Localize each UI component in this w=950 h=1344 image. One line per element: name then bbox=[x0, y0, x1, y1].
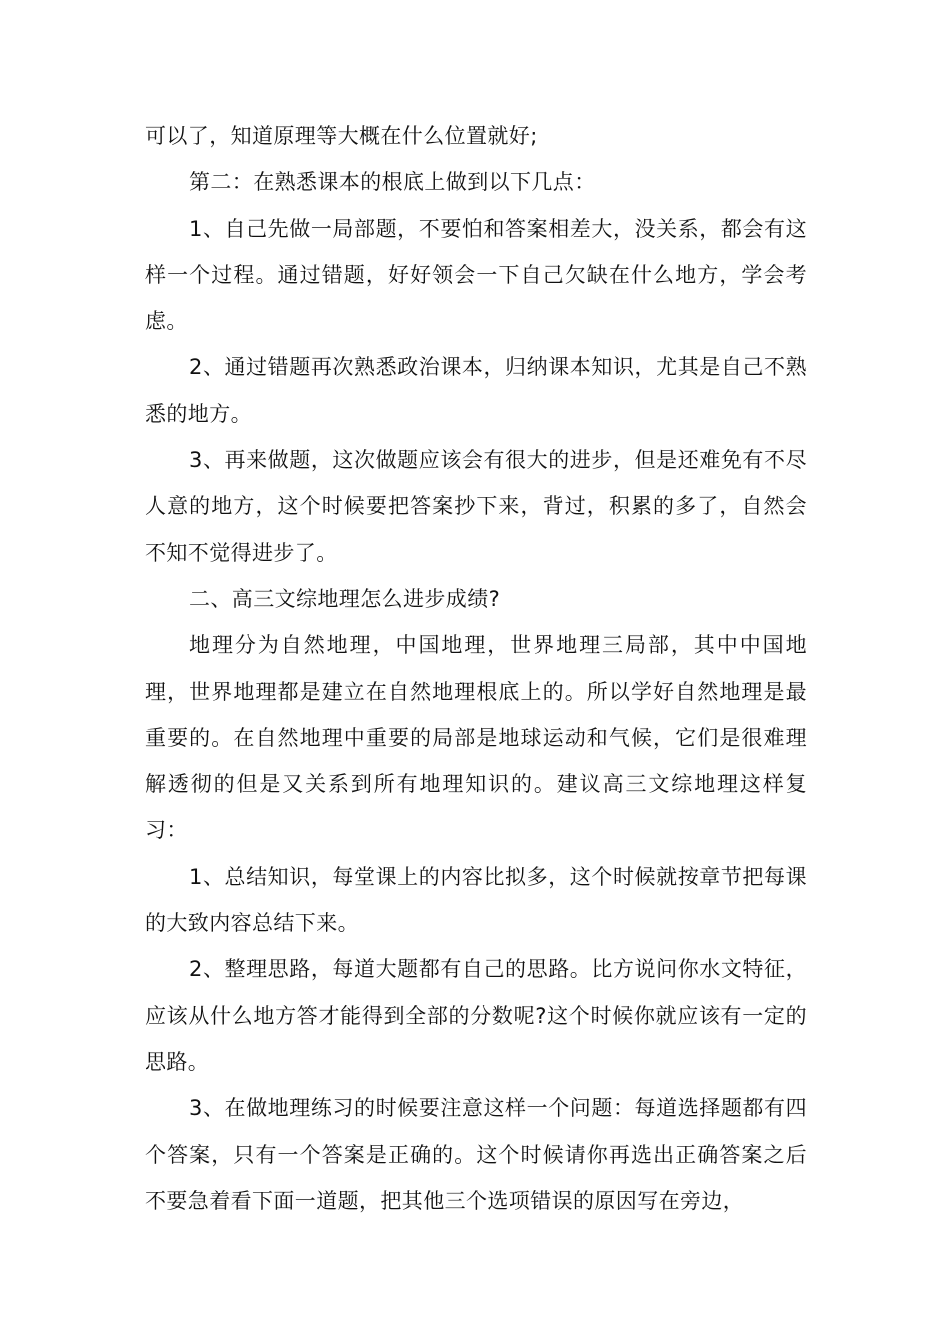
paragraph-4: 2、通过错题再次熟悉政治课本，归纳课本知识，尤其是自己不熟悉的地方。 bbox=[145, 355, 807, 426]
paragraph-8: 1、总结知识，每堂课上的内容比拟多，这个时候就按章节把每课的大致内容总结下来。 bbox=[145, 864, 807, 936]
paragraph-2: 第二：在熟悉课本的根底上做到以下几点： bbox=[189, 170, 596, 195]
section-heading: 二、高三文综地理怎么进步成绩? bbox=[189, 586, 501, 611]
paragraph-7: 地理分为自然地理，中国地理，世界地理三局部，其中中国地理，世界地理都是建立在自然地理根底上的。所以学好自然地理是最重要的。在自然地理中重要的局部是地球运动和气候，它们是很难理解透彻的但是又关系到所有地理知识的。建议高三文综地理这样复习： bbox=[145, 633, 807, 843]
paragraph-3: 1、自己先做一局部题，不要怕和答案相差大，没关系，都会有这样一个过程。通过错题，好好领会一下自己欠缺在什么地方，学会考虑。 bbox=[145, 216, 807, 334]
paragraph-1: 可以了，知道原理等大概在什么位置就好; bbox=[145, 124, 538, 148]
paragraph-5: 3、再来做题，这次做题应该会有很大的进步，但是还难免有不尽人意的地方，这个时候要把答案抄下来，背过，积累的多了，自然会不知不觉得进步了。 bbox=[145, 448, 807, 565]
paragraph-9: 2、整理思路，每道大题都有自己的思路。比方说问你水文特征，应该从什么地方答才能得到全部的分数呢?这个时候你就应该有一定的思路。 bbox=[145, 957, 807, 1074]
document-body bbox=[145, 113, 807, 1224]
paragraph-10: 3、在做地理练习的时候要注意这样一个问题：每道选择题都有四个答案，只有一个答案是正确的。这个时候请你再选出正确答案之后不要急着看下面一道题，把其他三个选项错误的原因写在旁边， bbox=[145, 1096, 807, 1213]
